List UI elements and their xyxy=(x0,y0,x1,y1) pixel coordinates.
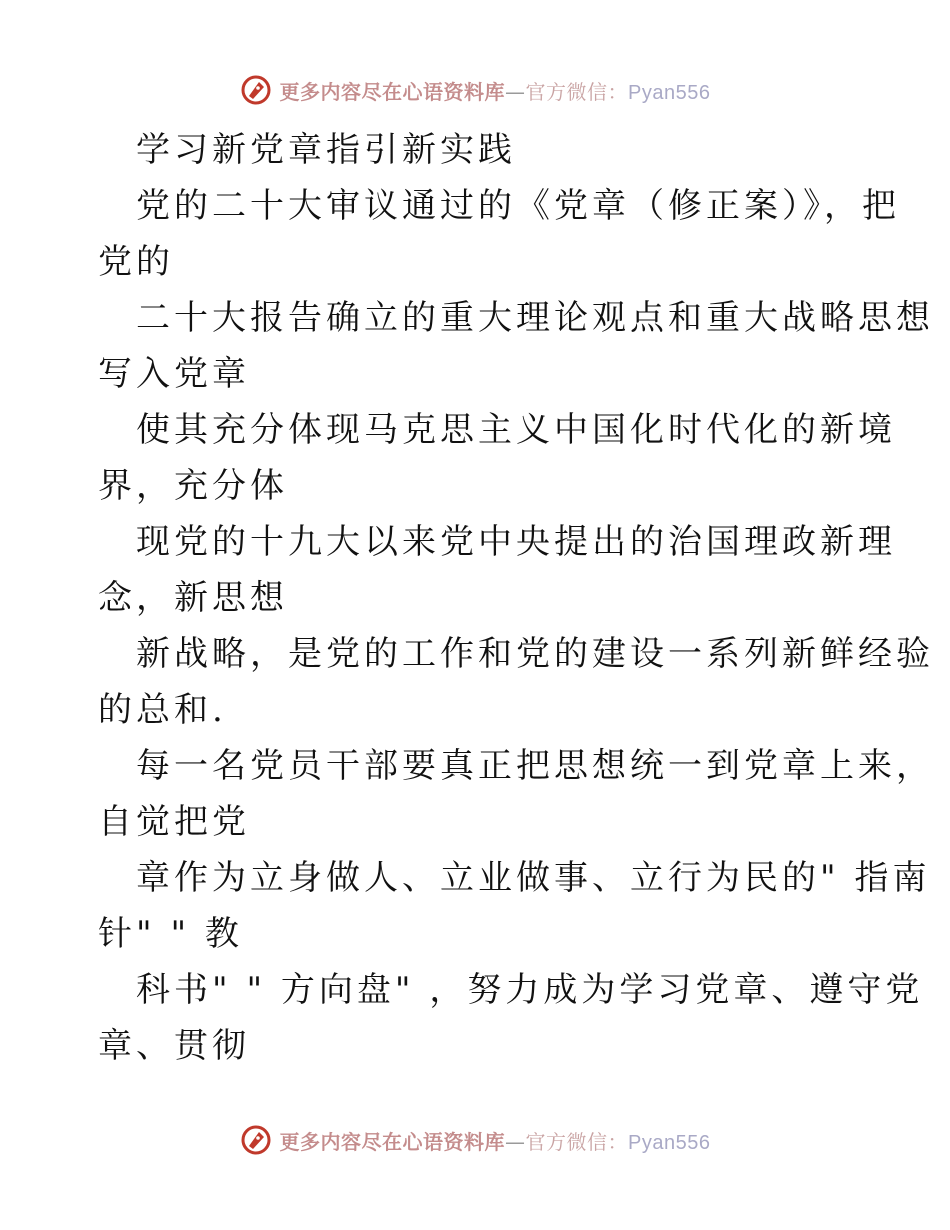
watermark-brand: 更多内容尽在心语资料库 xyxy=(279,1129,506,1154)
watermark-dash: — xyxy=(505,79,526,104)
watermark-brand: 更多内容尽在心语资料库 xyxy=(279,79,506,104)
text-line: 二十大报告确立的重大理论观点和重大战略思想 xyxy=(136,298,934,338)
text-line: 科书" " 方向盘" ，努力成为学习党章、遵守党 xyxy=(136,970,924,1010)
text-line: 界，充分体 xyxy=(98,466,288,506)
text-line: 章作为立身做人、立业做事、立行为民的" 指南 xyxy=(136,858,931,898)
header-watermark xyxy=(0,70,950,110)
watermark-label: 官方微信： xyxy=(525,1129,629,1154)
text-line: 新战略，是党的工作和党的建设一系列新鲜经验 xyxy=(136,634,934,674)
text-line: 的总和. xyxy=(98,690,227,730)
text-line: 针" " 教 xyxy=(98,914,243,954)
pen-nib-icon xyxy=(240,1124,272,1156)
footer-watermark xyxy=(0,1120,950,1160)
watermark-handle: Pyan556 xyxy=(628,1131,711,1154)
text-line: 章、贯彻 xyxy=(98,1026,250,1066)
text-line: 党的二十大审议通过的《党章（修正案）》，把 xyxy=(136,186,900,226)
document-body xyxy=(98,122,934,1074)
text-line: 自觉把党 xyxy=(98,802,250,842)
pen-nib-icon xyxy=(240,74,272,106)
text-line: 使其充分体现马克思主义中国化时代化的新境 xyxy=(136,410,896,450)
watermark-text xyxy=(280,76,711,105)
text-line: 写入党章 xyxy=(98,354,250,394)
watermark-label: 官方微信： xyxy=(525,79,629,104)
text-line: 党的 xyxy=(98,242,174,282)
document-title: 学习新党章指引新实践 xyxy=(136,130,516,170)
watermark-text xyxy=(280,1126,711,1155)
watermark-dash: — xyxy=(505,1129,526,1154)
watermark-handle: Pyan556 xyxy=(628,81,711,104)
text-line: 现党的十九大以来党中央提出的治国理政新理 xyxy=(136,522,896,562)
text-line: 念，新思想 xyxy=(98,578,288,618)
text-line: 每一名党员干部要真正把思想统一到党章上来， xyxy=(136,746,934,786)
